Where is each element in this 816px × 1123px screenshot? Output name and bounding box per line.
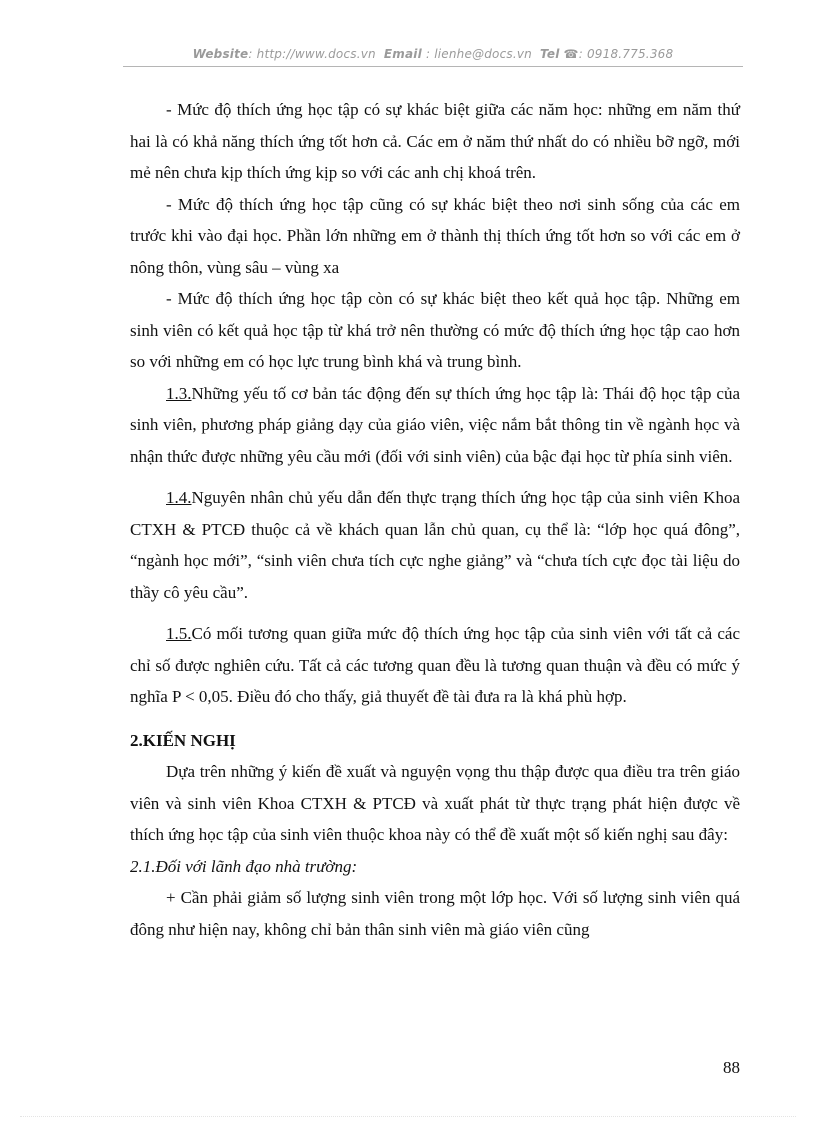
website-label: Website xyxy=(192,47,249,61)
paragraph-item-1-3 xyxy=(130,378,740,473)
paragraph-residence-difference: - Mức độ thích ứng học tập cũng có sự khác biệt theo nơi sinh sống của các em trước khi vào đại học. Phần lớn những em ở thành thị thích ứng tốt hơn so với các em ở nông thôn, vùng sâu – vùng xa xyxy=(130,194,740,277)
website-value: : http://www.docs.vn xyxy=(248,47,376,61)
item-text-1-3: Những yếu tố cơ bản tác động đến sự thích ứng học tập là: Thái độ học tập của sinh viên, phương pháp giảng dạy của giáo viên, việc nắm bắt thông tin về ngành học và nhận thức được những yêu cầu mới (đối với sinh viên) của bậc đại học từ phía sinh viên. xyxy=(130,383,740,466)
subheading-school-leadership: 2.1.Đối với lãnh đạo nhà trường: xyxy=(130,856,358,876)
page-header xyxy=(123,47,743,61)
paragraph-item-1-5 xyxy=(130,618,740,713)
page-number: 88 xyxy=(723,1058,740,1077)
footer-divider xyxy=(20,1116,796,1117)
paragraph-result-difference: - Mức độ thích ứng học tập còn có sự khác biệt theo kết quả học tập. Những em sinh viên có kết quả học tập từ khá trở nên thường có mức độ thích ứng học tập cao hơn so với những em có học lực trung bình khá và trung bình. xyxy=(130,289,740,371)
section-heading-recommendations: 2.KIẾN NGHỊ xyxy=(130,730,236,750)
header-divider xyxy=(123,66,743,67)
paragraph-year-difference: - Mức độ thích ứng học tập có sự khác biệt giữa các năm học: những em năm thứ hai là có khả năng thích ứng tốt hơn cả. Các em ở năm thứ nhất do có nhiều bỡ ngỡ, mới mẻ nên chưa kịp thích ứng kịp so với các anh chị khoá trên. xyxy=(130,100,740,182)
paragraph-recommendations-intro: Dựa trên những ý kiến đề xuất và nguyện vọng thu thập được qua điều tra trên giáo viên và sinh viên Khoa CTXH & PTCĐ và xuất phát từ thực trạng phát hiện được về thích ứng học tập của sinh viên thuộc khoa này có thể đề xuất một số kiến nghị sau đây: xyxy=(130,762,740,844)
paragraph-class-size: + Cần phải giảm số lượng sinh viên trong một lớp học. Với số lượng sinh viên quá đông như hiện nay, không chỉ bản thân sinh viên mà giáo viên cũng xyxy=(130,888,740,939)
item-number-1-5: 1.5. xyxy=(166,624,192,643)
item-text-1-5: Có mối tương quan giữa mức độ thích ứng học tập của sinh viên với tất cả các chỉ số được nghiên cứu. Tất cả các tương quan đều là tương quan thuận và đều có mức ý nghĩa P < 0,05. Điều đó cho thấy, giả thuyết đề tài đưa ra là khá phù hợp. xyxy=(130,624,740,706)
item-number-1-4: 1.4. xyxy=(166,488,192,507)
email-value: : lienhe@docs.vn xyxy=(425,47,532,61)
item-number-1-3: 1.3. xyxy=(166,383,192,403)
item-text-1-4: Nguyên nhân chủ yếu dẫn đến thực trạng thích ứng học tập của sinh viên Khoa CTXH & PTCĐ thuộc cả về khách quan lẫn chủ quan, cụ thể là: “lớp học quá đông”, “ngành học mới”, “sinh viên chưa tích cực nghe giảng” và “chưa tích cực đọc tài liệu do thầy cô yêu cầu”. xyxy=(130,488,740,602)
tel-value: : 0918.775.368 xyxy=(578,47,674,61)
email-label: Email xyxy=(383,47,422,61)
tel-label: Tel xyxy=(540,47,560,61)
document-body xyxy=(130,94,740,945)
paragraph-item-1-4 xyxy=(130,482,740,608)
phone-icon: ☎ xyxy=(563,47,579,61)
